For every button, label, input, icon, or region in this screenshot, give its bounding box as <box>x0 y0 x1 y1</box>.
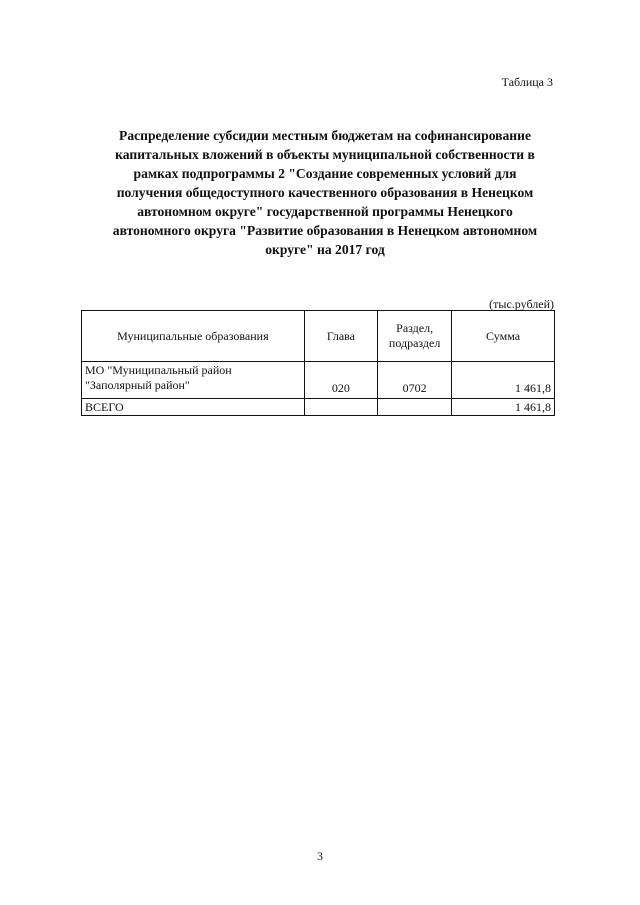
total-label: ВСЕГО <box>82 399 305 416</box>
cell-chapter: 020 <box>304 362 377 399</box>
table-header-row <box>82 311 555 362</box>
header-section-line1: Раздел, <box>396 321 434 335</box>
subsidy-table <box>81 310 555 416</box>
cell-amount: 1 461,8 <box>452 362 555 399</box>
cell-section: 0702 <box>378 362 452 399</box>
title-line: автономного округа "Развитие образования в Ненецком автономном <box>112 223 538 238</box>
title-line: округе" на 2017 год <box>265 242 385 257</box>
header-municipality: Муниципальные образования <box>82 311 305 362</box>
total-section <box>378 399 452 416</box>
table-row <box>82 362 555 399</box>
title-line: автономном округе" государственной программы Ненецкого <box>137 204 513 219</box>
header-chapter: Глава <box>304 311 377 362</box>
title-line: Распределение субсидии местным бюджетам на софинансирование <box>119 128 531 143</box>
title-line: рамках подпрограммы 2 "Создание современных условий для <box>133 166 517 181</box>
total-row <box>82 399 555 416</box>
table-number-label: Таблица 3 <box>501 75 553 89</box>
total-amount: 1 461,8 <box>452 399 555 416</box>
header-amount: Сумма <box>452 311 555 362</box>
header-section <box>378 311 452 362</box>
title-line: капитальных вложений в объекты муниципальной собственности в <box>115 147 535 162</box>
units-label: (тыс.рублей) <box>489 297 554 311</box>
total-chapter <box>304 399 377 416</box>
document-title <box>90 126 560 259</box>
title-line: получения общедоступного качественного образования в Ненецком <box>116 185 534 200</box>
cell-municipality: МО "Муниципальный район "Заполярный район" <box>82 362 305 399</box>
header-section-line2: подраздел <box>388 336 441 350</box>
page-number: 3 <box>317 849 323 863</box>
